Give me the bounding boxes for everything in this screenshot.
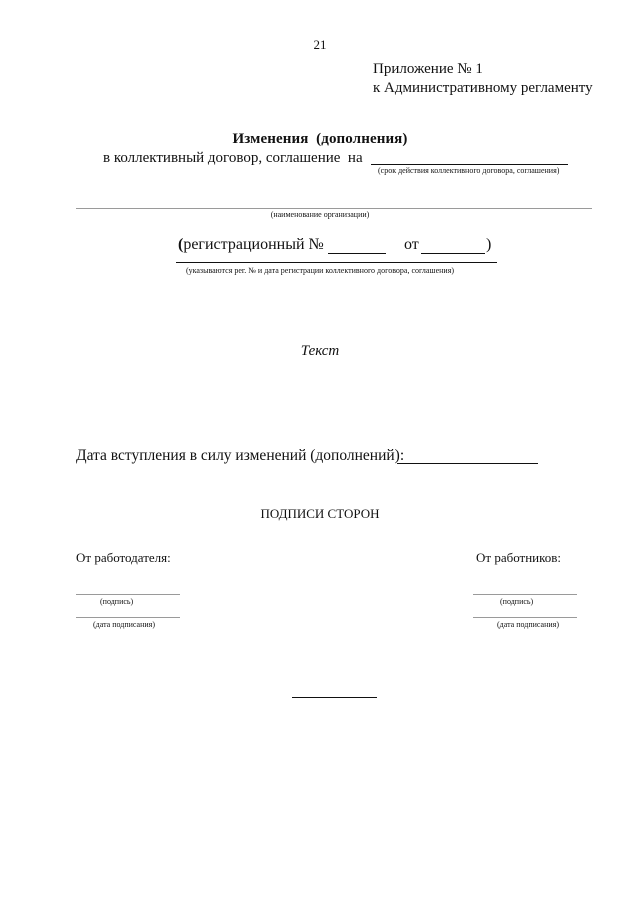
organization-caption: (наименование организации) <box>270 210 370 219</box>
registration-underline <box>176 262 497 263</box>
signatures-heading: ПОДПИСИ СТОРОН <box>260 506 380 521</box>
document-subtitle: в коллективный договор, соглашение на <box>103 150 363 166</box>
employees-date-line <box>473 617 577 618</box>
term-field-line <box>371 164 568 165</box>
appendix-line-2: к Административному регламенту <box>373 80 593 96</box>
employees-label: От работников: <box>476 550 562 565</box>
employees-signature-caption: (подпись) <box>500 597 534 606</box>
registration-label: регистрационный № <box>183 236 324 253</box>
registration-date-line <box>421 253 485 254</box>
registration-number-line <box>328 253 386 254</box>
text-placeholder: Текст <box>300 343 340 359</box>
registration-from-label: от <box>404 236 419 253</box>
term-caption: (срок действия коллективного договора, соглашения) <box>378 166 560 175</box>
employer-signature-caption: (подпись) <box>100 597 134 606</box>
closing-separator-line <box>292 697 377 698</box>
employer-date-line <box>76 617 180 618</box>
employees-signature-line <box>473 594 577 595</box>
effective-date-label: Дата вступления в силу изменений (дополнений): <box>76 447 405 464</box>
employees-date-caption: (дата подписания) <box>497 620 560 629</box>
registration-line <box>178 236 324 254</box>
registration-close-paren: ) <box>486 236 492 253</box>
appendix-header <box>373 60 593 98</box>
effective-date-line <box>397 463 538 464</box>
organization-field-line <box>76 208 592 209</box>
registration-open-paren: ( <box>178 236 184 253</box>
document-title: Изменения (дополнения) <box>232 131 408 147</box>
registration-caption: (указываются рег. № и дата регистрации коллективного договора, соглашения) <box>185 266 455 275</box>
employer-label: От работодателя: <box>76 550 171 565</box>
page-number: 21 <box>313 37 327 52</box>
employer-date-caption: (дата подписания) <box>93 620 156 629</box>
employer-signature-line <box>76 594 180 595</box>
appendix-line-1: Приложение № 1 <box>373 61 483 77</box>
